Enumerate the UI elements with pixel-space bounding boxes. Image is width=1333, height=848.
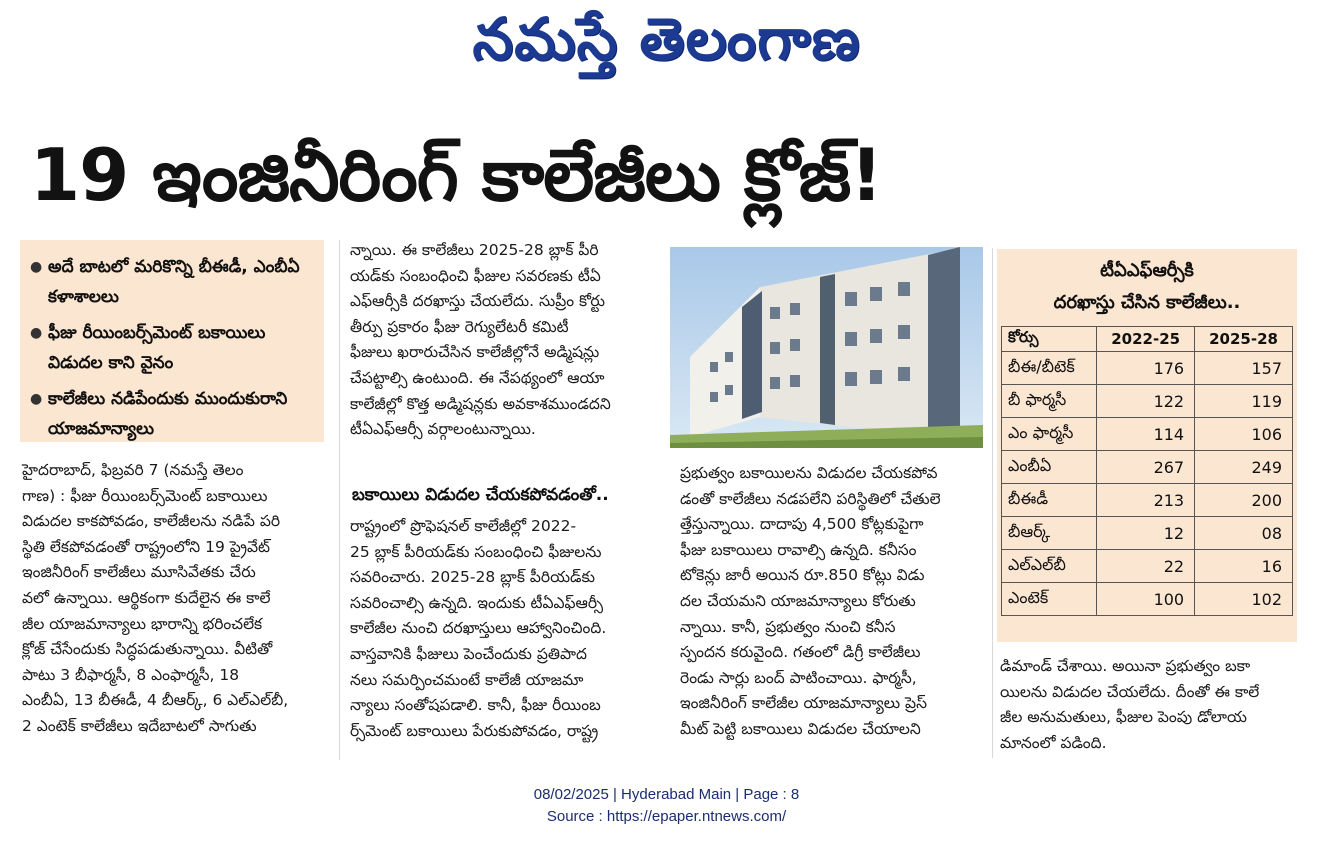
- highlight-item: [30, 252, 316, 312]
- count-cell: 22: [1097, 550, 1195, 583]
- count-cell: 102: [1195, 583, 1293, 616]
- highlight-text: ఫీజు రీయింబర్స్‌మెంట్ బకాయిలు విడుదల కాని వైనం: [48, 323, 266, 373]
- count-cell: 267: [1097, 451, 1195, 484]
- column-divider: [992, 248, 993, 758]
- count-cell: 200: [1195, 484, 1293, 517]
- column-divider: [339, 240, 340, 760]
- footer-source-link[interactable]: Source : https://epaper.ntnews.com/: [546, 808, 787, 825]
- course-cell: బీ ఫార్మసీ: [1002, 385, 1097, 418]
- masthead-logo: నమస్తే తెలంగాణ: [472, 5, 861, 73]
- count-cell: 213: [1097, 484, 1195, 517]
- count-cell: 157: [1195, 352, 1293, 385]
- course-cell: ఎల్ఎల్‌బీ: [1002, 550, 1097, 583]
- header-2022-25: 2022-25: [1097, 327, 1195, 352]
- table-title-line1: టీఏఎఫ్‌ఆర్సీకి: [1100, 260, 1194, 281]
- count-cell: 106: [1195, 418, 1293, 451]
- header-course: కోర్సు: [1002, 327, 1097, 352]
- table-row: [1002, 550, 1293, 583]
- count-cell: 08: [1195, 517, 1293, 550]
- header-2025-28: 2025-28: [1195, 327, 1293, 352]
- count-cell: 12: [1097, 517, 1195, 550]
- table-row: [1002, 517, 1293, 550]
- statistics-box: [997, 249, 1297, 642]
- table-row: [1002, 451, 1293, 484]
- highlight-item: [30, 384, 316, 444]
- table-title: [997, 255, 1297, 319]
- bullet-icon: ●: [30, 391, 43, 407]
- article-column-1: హైదరాబాద్, ఫిబ్రవరి 7 (నమస్తే తెలం గాణ) : ఫీజు రీయింబర్స్‌మెంట్ బకాయిలు విడుదల కాకపోవడం, కాలేజీలను నడిపే పరి స్థితి లేకపోవడంతో రాష్ట్రంలోని 19 ప్రైవేట్ ఇంజినీరింగ్ కాలేజీలు మూసివేతకు చేరు వలో ఉన్నాయి. ఆర్థికంగా కుదేలైన ఈ కాలే జీల యాజమాన్యాలు భారాన్ని భరించలేక క్లోజ్ చేసేందుకు సిద్ధపడుతున్నాయి. వీటితో పాటు 3 బీఫార్మసీ, 8 ఎంఫార్మసీ, 18 ఎంబీఏ, 13 బీఈడీ, 4 బీఆర్క్, 6 ఎల్ఎల్‌బీ, 2 ఎంటెక్ కాలేజీలు ఇదేబాటలో సాగుతు: [22, 461, 289, 735]
- table-header-row: [1002, 327, 1293, 352]
- table-row: [1002, 583, 1293, 616]
- course-cell: ఎం ఫార్మసీ: [1002, 418, 1097, 451]
- section-subhead: బకాయిలు విడుదల చేయకపోవడంతో..: [352, 485, 609, 505]
- table-title-line2: దరఖాస్తు చేసిన కాలేజీలు..: [1053, 292, 1241, 313]
- course-cell: బీఈ/బీటెక్: [1002, 352, 1097, 385]
- course-cell: బీఈడీ: [1002, 484, 1097, 517]
- count-cell: 249: [1195, 451, 1293, 484]
- article-column-2a: న్నాయి. ఈ కాలేజీలు 2025-28 బ్లాక్ పీరి యడ్‌కు సంబంధించి ఫీజుల సవరణకు టీఏ ఎఫ్‌ఆర్సీకి దరఖాస్తు చేయలేదు. సుప్రీం కోర్టు తీర్పు ప్రకారం ఫీజు రెగ్యులేటరీ కమిటీ ఫీజులు ఖరారుచేసిన కాలేజీల్లోనే అడ్మిషన్లు చేపట్టాల్సి ఉంటుంది. ఈ నేపథ్యంలో ఆయా కాలేజీల్లో కొత్త అడ్మిషన్లకు అవకాశముండదని టీఏఎఫ్‌ఆర్సీ వర్గాలంటున్నాయి.: [350, 241, 611, 439]
- table-row: [1002, 352, 1293, 385]
- highlight-text: కాలేజీలు నడిపేందుకు ముందుకురాని యాజమాన్యాలు: [48, 389, 288, 439]
- count-cell: 119: [1195, 385, 1293, 418]
- article-column-3: ప్రభుత్వం బకాయిలను విడుదల చేయకపోవ డంతో కాలేజీలు నడపలేని పరిస్థితిలో చేతులె త్తేస్తున్నాయి. దాదాపు 4,500 కోట్లకుపైగా ఫీజు బకాయిలు రావాల్సి ఉన్నది. కనీసం టోకెన్లు జారీ అయిన రూ.850 కోట్లు విడు దల చేయమని యాజమాన్యాలు కోరుతు న్నాయి. కానీ, ప్రభుత్వం నుంచి కనీస స్పందన కరువైంది. గతంలో డిగ్రీ కాలేజీలు రెండు సార్లు బంద్ పాటించాయి. ఫార్మసీ, ఇంజినీరింగ్ కాలేజీల యాజమాన్యాలు ప్రెస్ మీట్ పెట్టి బకాయిలు విడుదల చేయాలని: [680, 464, 941, 738]
- course-cell: బీఆర్క్: [1002, 517, 1097, 550]
- count-cell: 122: [1097, 385, 1195, 418]
- count-cell: 100: [1097, 583, 1195, 616]
- colleges-table: [1001, 326, 1293, 616]
- article-column-2b: రాష్ట్రంలో ప్రొఫెషనల్ కాలేజీల్లో 2022- 25 బ్లాక్ పీరియడ్‌కు సంబంధించి ఫీజులను సవరించారు. 2025-28 బ్లాక్ పీరియడ్‌కు సవరించాల్సి ఉన్నది. ఇందుకు టీఏఎఫ్‌ఆర్సీ కాలేజీల నుంచి దరఖాస్తులు ఆహ్వానించింది. వాస్తవానికి ఫీజులు పెంచేందుకు ప్రతిపాద నలు సమర్పించమంటే కాలేజీ యాజమా న్యాలు సంతోషపడాలి. కానీ, ఫీజు రీయింబ ర్స్‌మెంట్ బకాయిలు పేరుకుపోవడం, రాష్ట్ర: [350, 517, 607, 740]
- table-row: [1002, 418, 1293, 451]
- count-cell: 16: [1195, 550, 1293, 583]
- bullet-icon: ●: [30, 325, 43, 341]
- headline: 19 ఇంజినీరింగ్ కాలేజీలు క్లోజ్!: [30, 133, 882, 217]
- highlight-item: [30, 318, 316, 378]
- footer-edition-info: 08/02/2025 | Hyderabad Main | Page : 8: [533, 786, 800, 803]
- building-illustration: [670, 247, 983, 448]
- college-building-photo: [670, 247, 983, 448]
- highlights-box: [20, 240, 324, 442]
- article-column-4: డిమాండ్ చేశాయి. అయినా ప్రభుత్వం బకా యిలను విడుదల చేయలేదు. దీంతో ఈ కాలే జీల అనుమతులు, ఫీజుల పెంపు డోలాయ మానంలో పడింది.: [1000, 657, 1260, 752]
- count-cell: 176: [1097, 352, 1195, 385]
- bullet-icon: ●: [30, 259, 43, 275]
- course-cell: ఎంటెక్: [1002, 583, 1097, 616]
- highlight-text: అదే బాటలో మరికొన్ని బీఈడీ, ఎంబీఏ కళాశాలలు: [48, 257, 300, 307]
- count-cell: 114: [1097, 418, 1195, 451]
- table-row: [1002, 385, 1293, 418]
- course-cell: ఎంబీఏ: [1002, 451, 1097, 484]
- table-row: [1002, 484, 1293, 517]
